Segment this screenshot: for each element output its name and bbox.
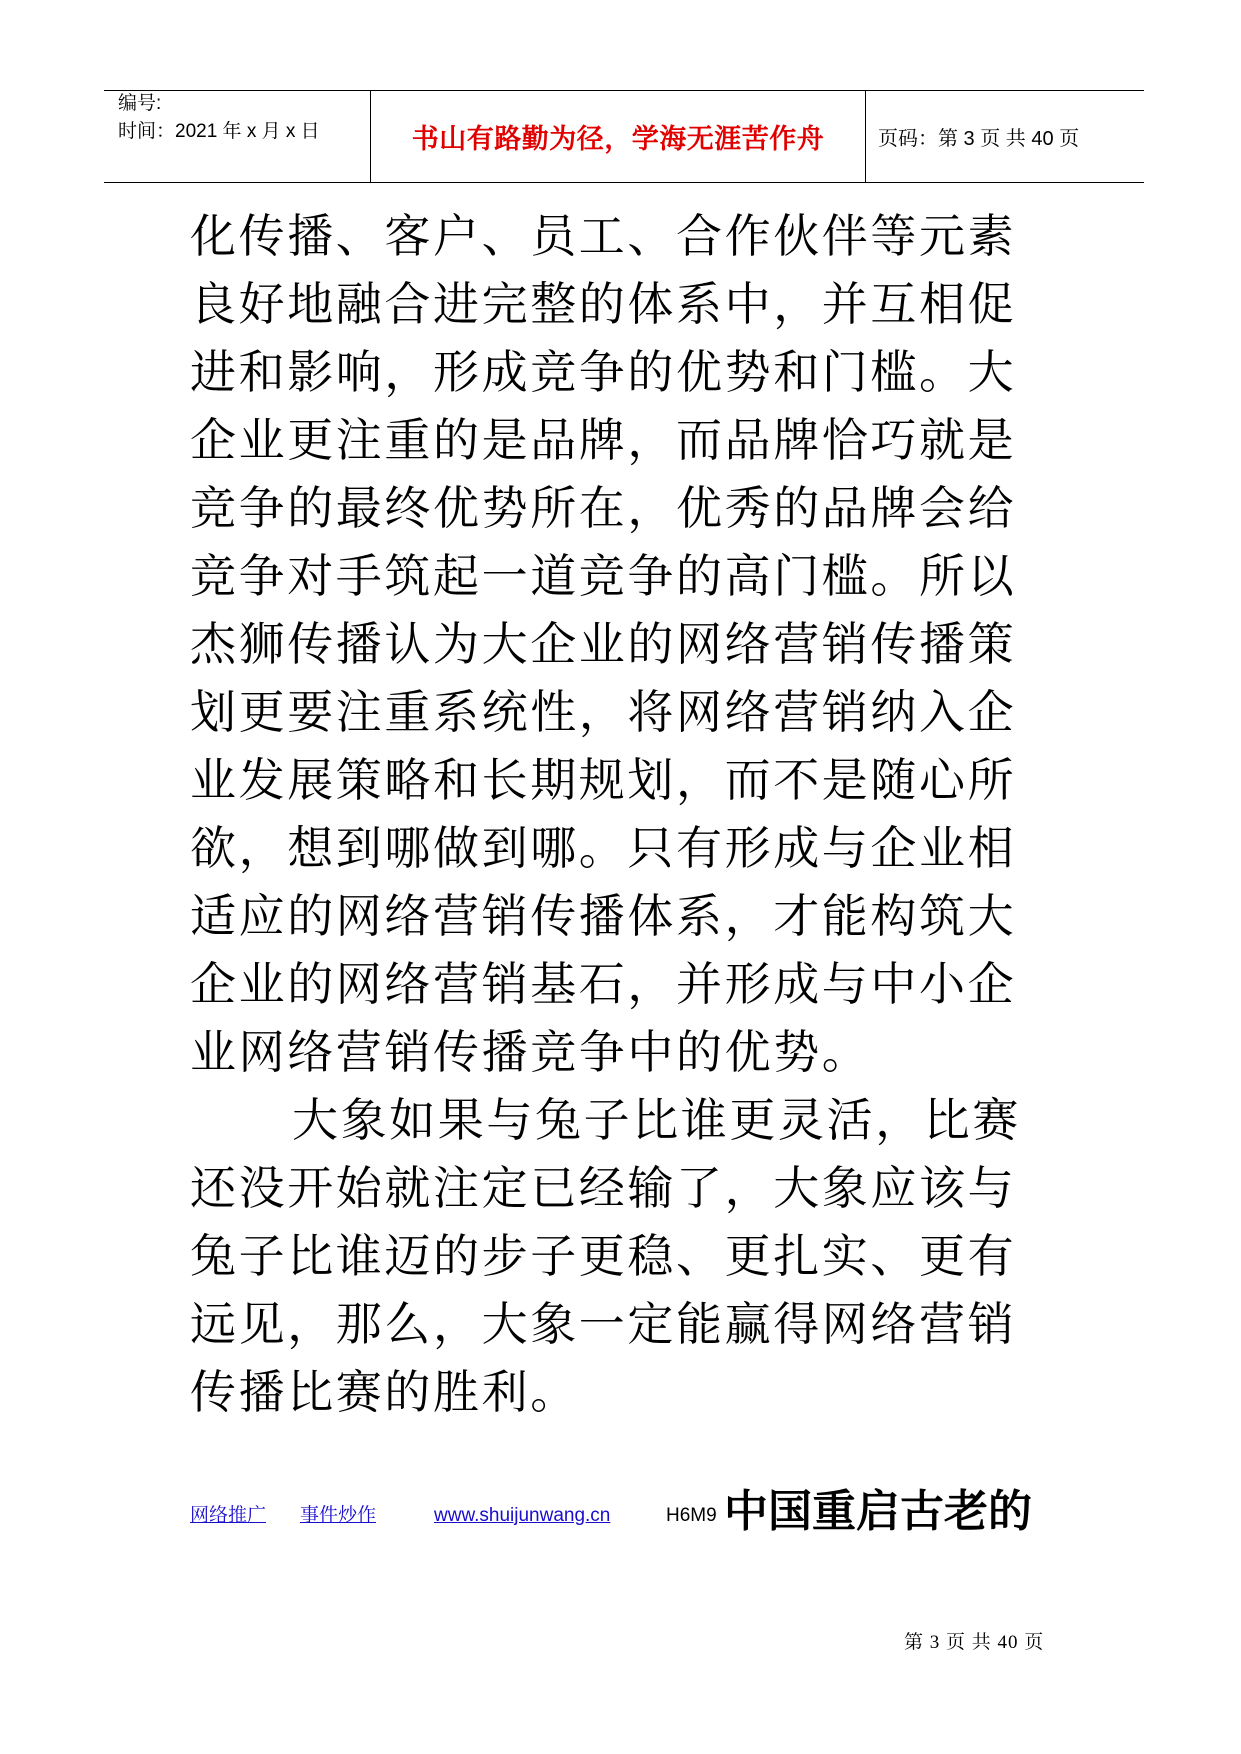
page-footer-number: 第 3 页 共 40 页 xyxy=(904,1632,1045,1653)
body-line: 还没开始就注定已经输了，大象应该与 xyxy=(190,1161,1017,1215)
header-page-cell xyxy=(866,91,1144,182)
body-line: 化传播、客户、员工、合作伙伴等元素 xyxy=(190,209,1017,263)
code-tag: H6M9 xyxy=(666,1505,717,1526)
document-time-label: 时间：2021 年 x 月 x 日 xyxy=(118,121,320,142)
document-number-label: 编号: xyxy=(118,93,162,114)
body-line: 进和影响，形成竞争的优势和门槛。大 xyxy=(190,345,1017,399)
header-meta-cell xyxy=(104,91,370,182)
body-line: 业网络营销传播竞争中的优势。 xyxy=(190,1025,871,1079)
body-line: 企业的网络营销基石，并形成与中小企 xyxy=(190,957,1017,1011)
link-website[interactable]: www.shuijunwang.cn xyxy=(434,1505,611,1526)
link-event-hype[interactable]: 事件炒作 xyxy=(300,1505,377,1526)
link-network-promotion[interactable]: 网络推广 xyxy=(190,1505,267,1526)
body-line: 企业更注重的是品牌，而品牌恰巧就是 xyxy=(190,413,1017,467)
page-header xyxy=(104,90,1144,183)
body-line: 业发展策略和长期规划，而不是随心所 xyxy=(190,753,1017,807)
body-line: 划更要注重系统性，将网络营销纳入企 xyxy=(190,685,1017,739)
body-line: 竞争对手筑起一道竞争的高门槛。所以 xyxy=(190,549,1017,603)
header-page-code: 页码：第 3 页 共 40 页 xyxy=(878,128,1080,150)
document-body xyxy=(190,202,1058,1426)
body-line: 传播比赛的胜利。 xyxy=(190,1365,579,1419)
body-line-paragraph-start: 大象如果与兔子比谁更灵活，比赛 xyxy=(292,1093,1021,1147)
body-line: 适应的网络营销传播体系，才能构筑大 xyxy=(190,889,1017,943)
body-line: 远见，那么，大象一定能赢得网络营销 xyxy=(190,1297,1017,1351)
body-line: 竞争的最终优势所在，优秀的品牌会给 xyxy=(190,481,1017,535)
body-line: 杰狮传播认为大企业的网络营销传播策 xyxy=(190,617,1017,671)
header-motto: 书山有路勤为径，学海无涯苦作舟 xyxy=(411,124,825,155)
link-row xyxy=(190,1475,1060,1541)
body-line: 欲，想到哪做到哪。只有形成与企业相 xyxy=(190,821,1017,875)
body-line: 良好地融合进完整的体系中，并互相促 xyxy=(190,277,1017,331)
header-motto-cell xyxy=(370,91,866,182)
body-line: 兔子比谁迈的步子更稳、更扎实、更有 xyxy=(190,1229,1017,1283)
large-heading-text: 中国重启古老的 xyxy=(724,1486,1032,1537)
